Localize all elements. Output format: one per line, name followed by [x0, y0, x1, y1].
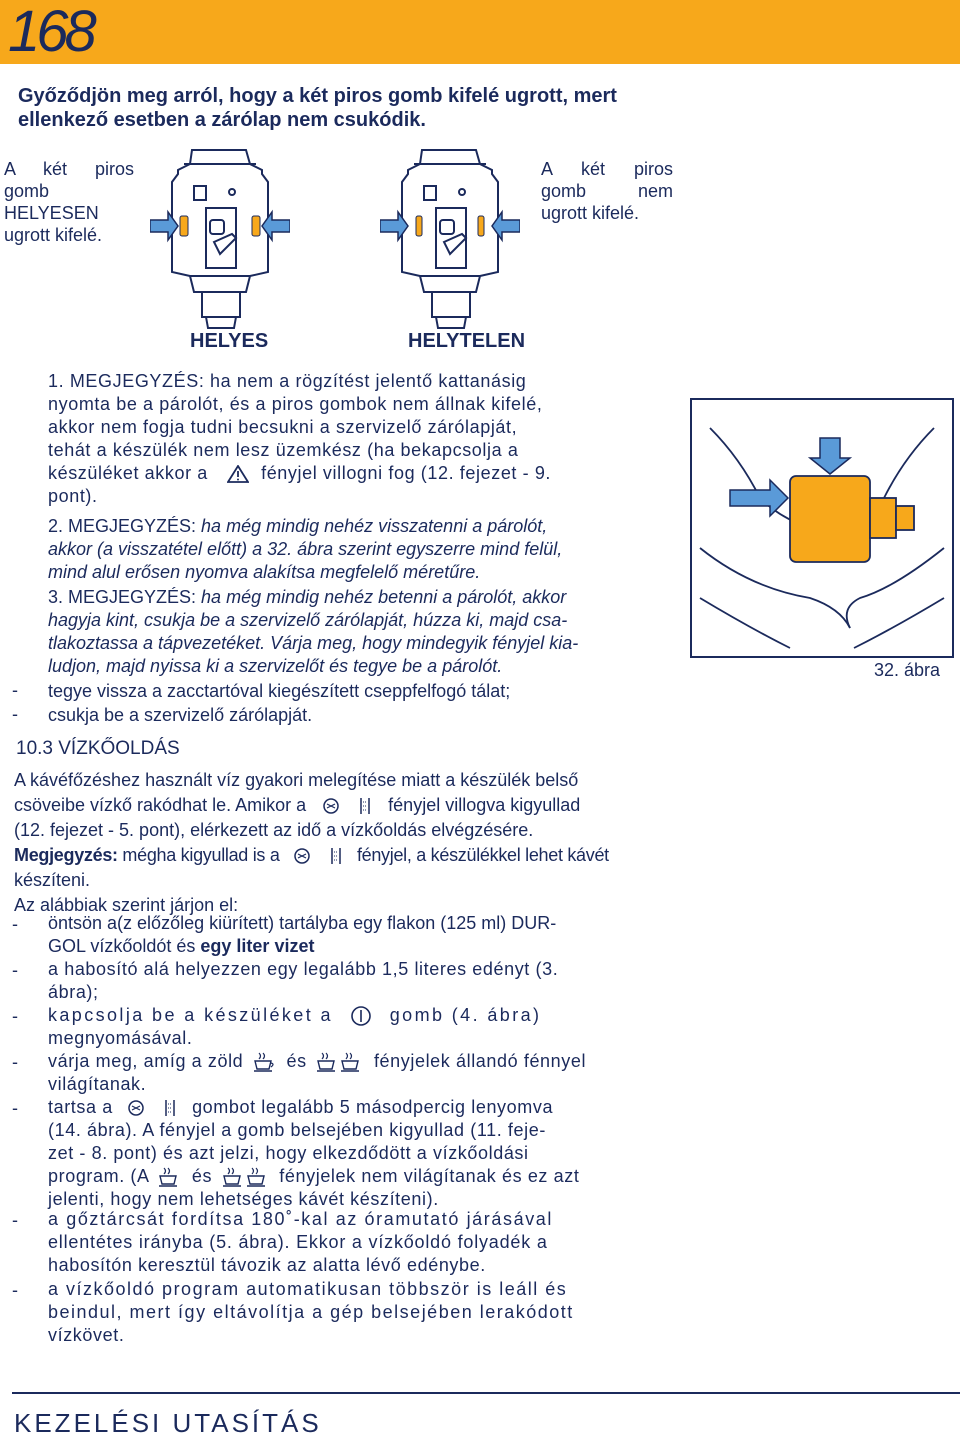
step-text: GOL vízkőoldót és — [48, 936, 196, 956]
step-line: öntsön a(z előzőleg kiürített) tartályba egy flakon (125 ml) DUR- — [48, 913, 557, 933]
intro-text: csöveibe vízkő rakódhat le. Amikor a — [14, 795, 307, 815]
intro-line — [14, 793, 664, 818]
note-3-prefix: 3. MEGJEGYZÉS: — [48, 587, 197, 607]
step-line: (14. ábra). A fényjel a gomb belsejében kigyullad (11. feje- — [48, 1120, 546, 1140]
step-2 — [48, 958, 648, 1004]
descale-icon — [317, 796, 377, 816]
step-line — [48, 1096, 648, 1119]
note-3 — [48, 586, 644, 678]
step-line: jelenti, hogy nem lehetséges kávét készíteni). — [48, 1189, 439, 1210]
intro-paragraph — [14, 768, 664, 918]
note-1-line: pont). — [48, 486, 98, 506]
step-line: a vízkőoldó program automatikusan többször is leáll és — [48, 1279, 568, 1299]
step-7 — [48, 1278, 648, 1347]
page-number: 168 — [8, 0, 93, 64]
step-line: világítanak. — [48, 1074, 147, 1095]
step-text: gombot legalább 5 másodpercig lenyomva — [192, 1097, 554, 1117]
intro-text: fényjel villogva kigyullad — [388, 795, 581, 815]
note-3-line: tlakoztassa a tápvezetéket. Várja meg, hogy mindegyik fényjel kia- — [48, 633, 579, 653]
step-4 — [48, 1050, 648, 1096]
list-dash: - — [12, 960, 18, 980]
warning-triangle-icon — [227, 465, 249, 483]
step-text: fényjelek nem világítanak és ez azt — [279, 1166, 580, 1186]
two-cups-icon — [316, 1051, 364, 1073]
correct-label: HELYES — [190, 330, 269, 352]
step-line — [48, 1165, 648, 1188]
step-line — [48, 1004, 648, 1027]
step-line — [48, 935, 648, 958]
note-line: készíteni. — [14, 870, 91, 890]
note-3-line: hagyja kint, csukja be a szervizelő zárólapját, húzza ki, majd csa- — [48, 610, 568, 630]
warning-text: Győződjön meg arról, hogy a két piros gomb kifelé ugrott, mert ellenkező esetben a zárólap nem csukódik. — [18, 85, 617, 131]
note-2-line — [48, 515, 644, 538]
list-dash: - — [12, 1210, 18, 1230]
note-text: mégha kigyullad is a — [117, 845, 280, 865]
step-text: és — [191, 1166, 213, 1186]
footer-label: KEZELÉSI UTASÍTÁS — [14, 1408, 322, 1438]
right-figure-caption: A két piros gomb nem ugrott kifelé. — [541, 159, 673, 223]
note-3-text: ha még mindig nehéz betenni a párolót, akkor — [196, 587, 567, 607]
note-2-text: ha még mindig nehéz visszatenni a párolót, — [196, 516, 548, 536]
step-6 — [48, 1208, 648, 1277]
list-item: csukja be a szervizelő zárólapját. — [48, 705, 313, 725]
one-cup-icon — [158, 1166, 182, 1188]
note-line — [14, 843, 664, 868]
intro-line: (12. fejezet - 5. pont), elérkezett az idő a vízkőoldás elvégzésére. — [14, 820, 534, 840]
incorrect-label: HELYTELEN — [408, 330, 526, 352]
list-dash: - — [12, 680, 18, 700]
note-2-prefix: 2. MEGJEGYZÉS: — [48, 516, 197, 536]
descale-icon — [122, 1098, 182, 1118]
step-line: zet - 8. pont) és azt jelzi, hogy elkezdődött a vízkőoldási — [48, 1143, 529, 1163]
section-heading: 10.3 VÍZKŐOLDÁS — [16, 738, 180, 759]
step-text: program. (A — [48, 1166, 149, 1186]
step-line: habosítón keresztül távozik az alatta lévő edénybe. — [48, 1255, 486, 1275]
list-dash: - — [12, 704, 18, 724]
note-1-text: készüléket akkor a — [48, 463, 208, 483]
note-2-line: mind alul erősen nyomva alakítsa megfelelő méretűre. — [48, 562, 481, 582]
note-1-line — [48, 462, 644, 485]
note-2 — [48, 515, 644, 584]
figure-32-illustration — [690, 398, 954, 658]
steamer-unit-incorrect-illustration — [380, 142, 520, 332]
note-3-line: ludjon, majd nyissa ki a szervizelőt és tegye be a párolót. — [48, 656, 503, 676]
step-line: vízkövet. — [48, 1325, 125, 1345]
note-1 — [48, 370, 644, 508]
step-3 — [48, 1004, 648, 1050]
step-1 — [48, 912, 648, 958]
note-1-line: akkor nem fogja tudni becsukni a szervizelő zárólapját, — [48, 417, 518, 437]
note-3-line — [48, 586, 644, 609]
left-figure-caption: A két piros gomb HELYESEN ugrott kifelé. — [4, 159, 134, 245]
step-text: fényjelek állandó fénnyel — [373, 1051, 587, 1071]
list-item: tegye vissza a zacctartóval kiegészített cseppfelfogó tálat; — [48, 681, 511, 701]
list-dash: - — [12, 1098, 18, 1118]
step-line: ellentétes irányba (5. ábra). Ekkor a vízkőoldó folyadék a — [48, 1232, 548, 1252]
one-cup-icon — [253, 1051, 277, 1073]
note-1-line: nyomta be a párolót, és a piros gombok nem állnak kifelé, — [48, 394, 543, 414]
note-1-line: tehát a készülék nem lesz üzemkész (ha bekapcsolja a — [48, 440, 519, 460]
step-text: kapcsolja be a készüléket a — [48, 1005, 333, 1025]
step-5 — [48, 1096, 648, 1211]
note-label: Megjegyzés: — [14, 845, 118, 865]
note-2-line: akkor (a visszatétel előtt) a 32. ábra szerint egyszerre mind felül, — [48, 539, 563, 559]
list-dash: - — [12, 1006, 18, 1026]
footer-divider — [12, 1392, 960, 1394]
list-dash: - — [12, 1280, 18, 1300]
step-text: tartsa a — [48, 1097, 113, 1117]
step-text: gomb (4. ábra) — [389, 1005, 542, 1025]
step-line: beindul, mert így eltávolítja a gép belsejében lerakódott — [48, 1302, 574, 1322]
steps-intro: Az alábbiak szerint járjon el: — [14, 895, 239, 915]
steamer-unit-correct-illustration — [150, 142, 290, 332]
two-cups-icon — [222, 1166, 270, 1188]
step-line — [48, 1050, 648, 1073]
note-1-line: 1. MEGJEGYZÉS: ha nem a rögzítést jelentő kattanásig — [48, 371, 527, 391]
step-text: várja meg, amíg a zöld — [48, 1051, 244, 1071]
note-1-text: fényjel villogni fog (12. fejezet - 9. — [261, 463, 552, 483]
list-dash: - — [12, 1052, 18, 1072]
note-text: fényjel, a készülékkel lehet kávét — [356, 845, 609, 865]
header-bar — [0, 0, 960, 64]
intro-line: A kávéfőzéshez használt víz gyakori melegítése miatt a készülék belső — [14, 770, 579, 790]
step-line: a gőztárcsát fordítsa 180˚-kal az óramutató járásával — [48, 1209, 554, 1229]
figure-32-label: 32. ábra — [874, 660, 941, 680]
step-line: megnyomásával. — [48, 1028, 193, 1049]
descale-icon — [288, 846, 348, 866]
step-text: és — [286, 1051, 307, 1071]
step-line: a habosító alá helyezzen egy legalább 1,5 literes edényt (3. — [48, 959, 559, 979]
list-dash: - — [12, 914, 18, 934]
power-button-icon — [350, 1005, 372, 1027]
step-bold-text: egy liter vizet — [195, 936, 315, 956]
step-line: ábra); — [48, 982, 99, 1002]
